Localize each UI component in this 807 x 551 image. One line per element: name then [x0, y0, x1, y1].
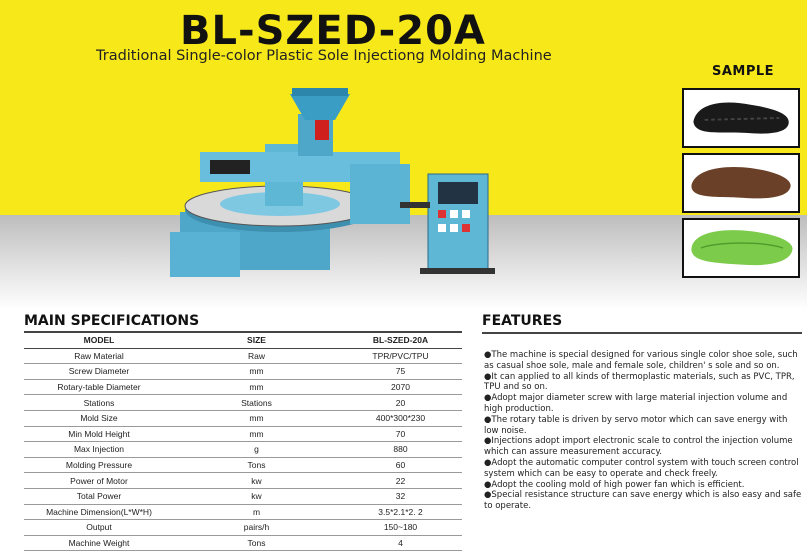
row-label: Machine Weight: [24, 535, 174, 551]
touch-screen: [438, 182, 478, 204]
feature-item: ●Adopt major diameter screw with large material injection volume and high production.: [484, 393, 788, 414]
row-label: Rotary-table Diameter: [24, 379, 174, 395]
row-unit: g: [174, 442, 339, 458]
row-unit: mm: [174, 410, 339, 426]
row-unit: mm: [174, 364, 339, 380]
row-unit: Stations: [174, 395, 339, 411]
control-display: [210, 160, 250, 174]
table-row: [24, 488, 462, 504]
row-label: Molding Pressure: [24, 457, 174, 473]
table-row: [24, 426, 462, 442]
row-value: 22: [339, 473, 462, 489]
table-row: [24, 395, 462, 411]
feature-item: ●The rotary table is driven by servo motor which can save energy with low noise.: [484, 414, 788, 436]
row-unit: pairs/h: [174, 520, 339, 536]
features-heading: FEATURES: [482, 313, 563, 329]
machine-illustration: [170, 82, 500, 287]
row-label: Stations: [24, 395, 174, 411]
row-unit: kw: [174, 488, 339, 504]
row-unit: Raw: [174, 348, 339, 364]
row-value: 32: [339, 488, 462, 504]
table-row: [24, 473, 462, 489]
sample-label: SAMPLE: [712, 64, 775, 79]
row-unit: m: [174, 504, 339, 520]
row-value: 400*300*230: [339, 410, 462, 426]
sample-image-green-sole: [682, 218, 800, 278]
table-row: [24, 348, 462, 364]
row-unit: Tons: [174, 457, 339, 473]
feature-item: ●Special resistance structure can save energy which is also easy and safe to operate.: [484, 490, 802, 512]
specifications-heading: MAIN SPECIFICATIONS: [24, 313, 200, 329]
table-row: [24, 457, 462, 473]
table-row: [24, 520, 462, 536]
row-value: 75: [339, 364, 462, 380]
row-unit: Tons: [174, 535, 339, 551]
column-header-model: MODEL: [24, 332, 174, 348]
row-value: 70: [339, 426, 462, 442]
page-title: BL-SZED-20A: [180, 8, 486, 54]
row-value: 20: [339, 395, 462, 411]
table-row: [24, 504, 462, 520]
row-value: TPR/PVC/TPU: [339, 348, 462, 364]
table-row: [24, 410, 462, 426]
features-divider: [482, 332, 802, 334]
row-value: 880: [339, 442, 462, 458]
table-row: [24, 364, 462, 380]
feature-item: ●The machine is special designed for various single color shoe sole, such as casual shoe sole, male and female sole, children' s sole and so on.: [484, 350, 798, 371]
machine-base-left: [170, 232, 240, 277]
row-label: Output: [24, 520, 174, 536]
column-header-model-value: BL-SZED-20A: [339, 332, 462, 348]
row-label: Mold Size: [24, 410, 174, 426]
table-row: [24, 442, 462, 458]
feature-item: ●Adopt the automatic computer control system with touch screen control system which can be easy to operate and check freely.: [484, 457, 799, 479]
row-label: Raw Material: [24, 348, 174, 364]
table-header-row: [24, 332, 462, 348]
sample-image-black-sole: [682, 88, 800, 148]
feature-item: ●Injections adopt import electronic scale to control the injection volume which can assure measurement accuracy.: [484, 436, 793, 458]
column-header-size: SIZE: [174, 332, 339, 348]
row-value: 2070: [339, 379, 462, 395]
row-unit: mm: [174, 426, 339, 442]
row-value: 4: [339, 535, 462, 551]
row-label: Max Injection: [24, 442, 174, 458]
row-label: Total Power: [24, 488, 174, 504]
feature-item: ●Adopt the cooling mold of high power fan which is efficient.: [484, 479, 745, 490]
sample-image-brown-sole: [682, 153, 800, 213]
row-label: Machine Dimension(L*W*H): [24, 504, 174, 520]
table-row: [24, 379, 462, 395]
row-label: Power of Motor: [24, 473, 174, 489]
row-value: 3.5*2.1*2. 2: [339, 504, 462, 520]
page-subtitle: Traditional Single-color Plastic Sole Injectiong Molding Machine: [96, 48, 552, 64]
table-row: [24, 535, 462, 551]
row-label: Min Mold Height: [24, 426, 174, 442]
features-list: [484, 350, 804, 512]
row-label: Screw Diameter: [24, 364, 174, 380]
row-value: 150~180: [339, 520, 462, 536]
feature-item: ●It can applied to all kinds of thermoplastic materials, such as PVC, TPR, TPU and so on.: [484, 371, 795, 393]
row-unit: mm: [174, 379, 339, 395]
specifications-table: [24, 331, 462, 551]
row-value: 60: [339, 457, 462, 473]
row-unit: kw: [174, 473, 339, 489]
